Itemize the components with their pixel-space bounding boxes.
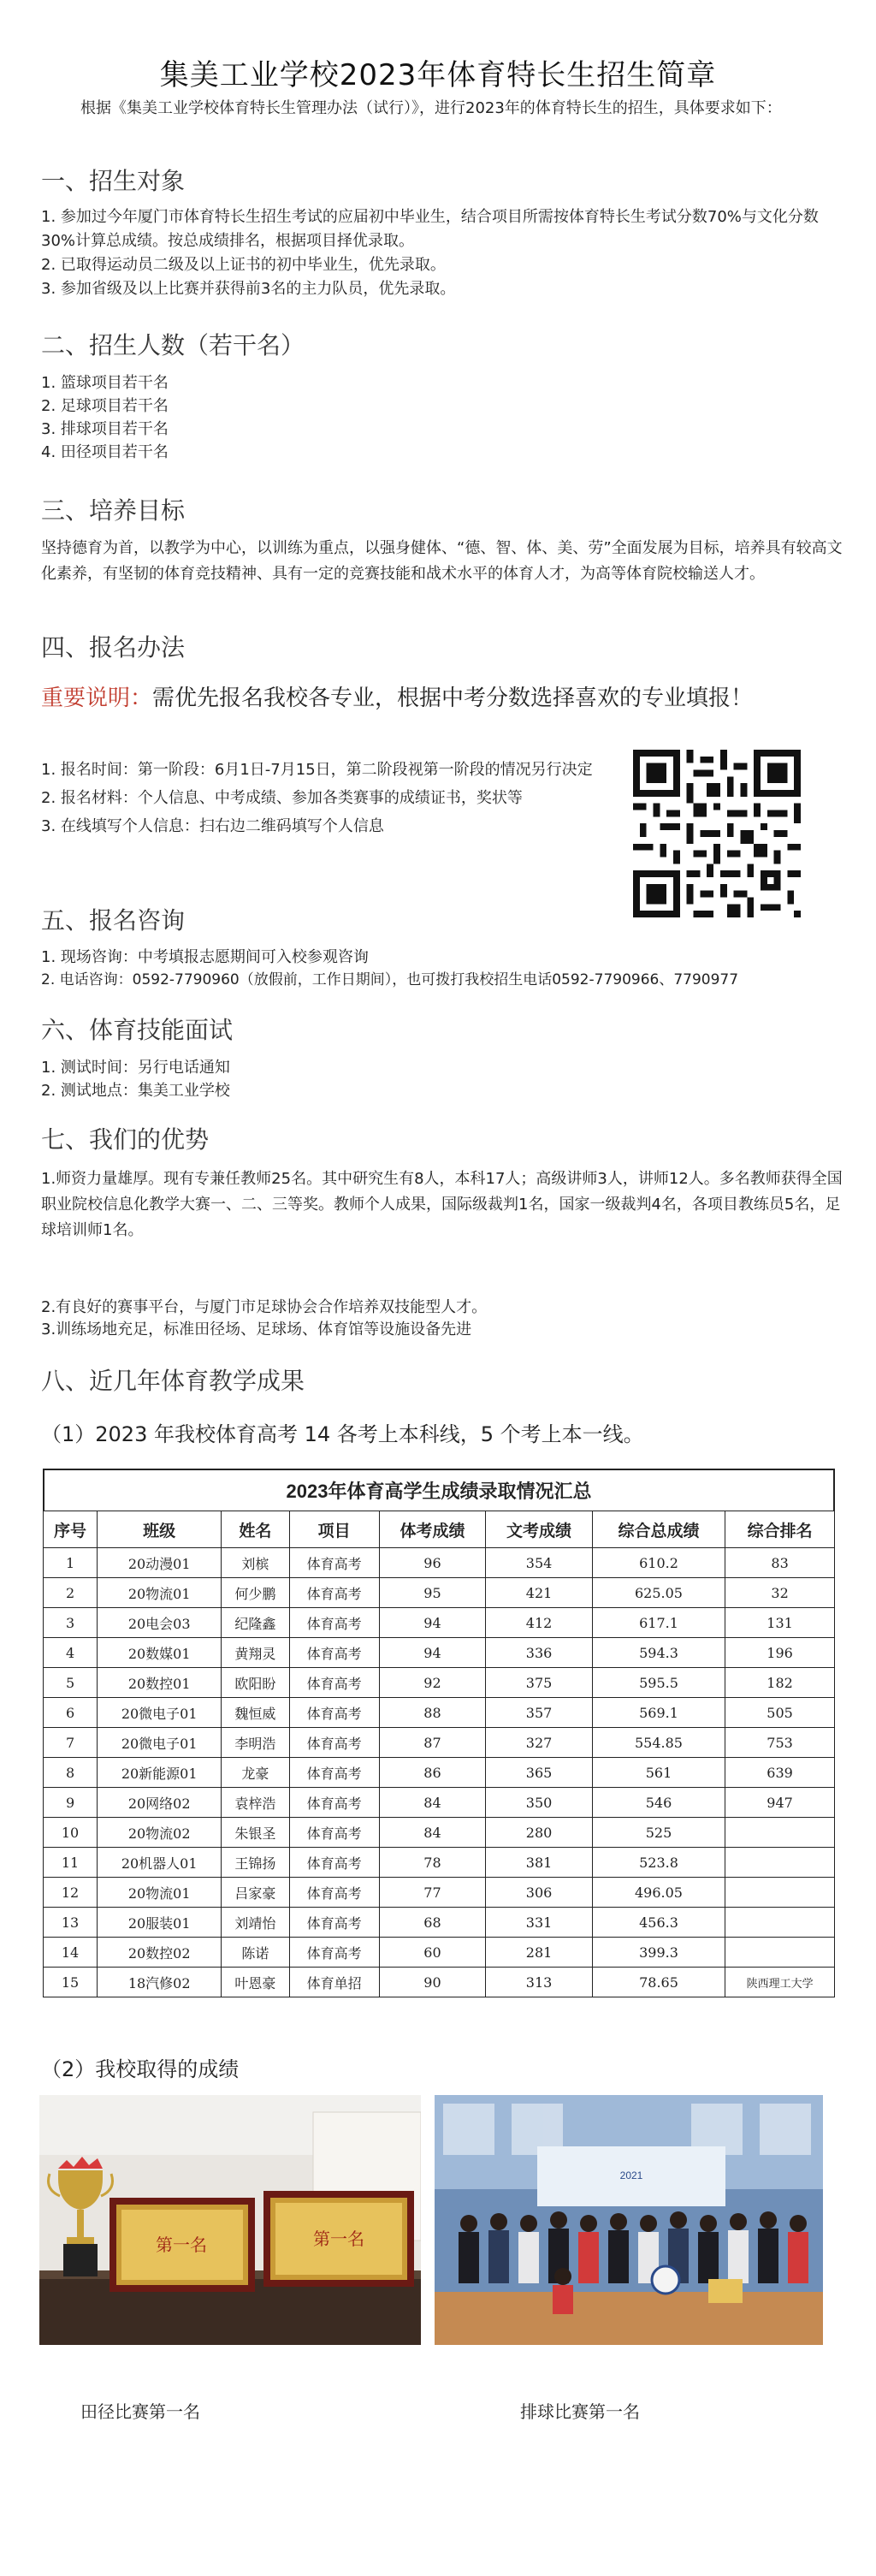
table-cell: 黄翔灵: [222, 1638, 289, 1668]
section-paragraph: 坚持德育为首，以教学为中心，以训练为重点，以强身健体、“德、智、体、美、劳”全面发展为目标，培养具有较高文化素养，有坚韧的体育竞技精神、具有一定的竞赛技能和战术水平的体育人才，为高等体育院校输送人才。: [41, 539, 843, 583]
trophy-photo: [39, 2095, 421, 2345]
team-photo: [435, 2095, 823, 2345]
table-cell: 何少鹏: [222, 1578, 289, 1608]
table-header-cell: 班级: [98, 1511, 222, 1548]
table-cell: 496.05: [592, 1878, 725, 1908]
table-cell: 610.2: [592, 1548, 725, 1578]
table-cell: 陕西理工大学: [725, 1968, 835, 1997]
table-cell: 吕家豪: [222, 1878, 289, 1908]
table-cell: 94: [379, 1608, 486, 1638]
intro-text: 根据《集美工业学校体育特长生管理办法（试行）》，进行2023年的体育特长生的招生，具体要求如下：: [80, 99, 782, 117]
table-row: [44, 1878, 835, 1908]
list-item: 1. 参加过今年厦门市体育特长生招生考试的应届初中毕业生，结合项目所需按体育特长生考试分数70%与文化分数30%计算总成绩。按总成绩排名，根据项目择优录取。: [41, 208, 819, 250]
table-cell: 体育高考: [289, 1758, 379, 1788]
table-cell: 20服装01: [98, 1908, 222, 1938]
table-cell: 2: [44, 1578, 98, 1608]
section-heading: 一、招生对象: [41, 167, 186, 195]
table-header-cell: 项目: [289, 1511, 379, 1548]
section-paragraph: 2.有良好的赛事平台，与厦门市足球协会合作培养双技能型人才。: [41, 1298, 488, 1316]
table-header-row: [44, 1511, 835, 1548]
table-cell: 88: [379, 1698, 486, 1728]
important-label: 重要说明：: [41, 686, 153, 711]
section-list: [41, 946, 845, 992]
table-row: [44, 1548, 835, 1578]
table-cell: 3: [44, 1608, 98, 1638]
table-cell: 83: [725, 1548, 835, 1578]
table-row: [44, 1578, 835, 1608]
table-cell: 20数媒01: [98, 1638, 222, 1668]
table-header-cell: 综合排名: [725, 1511, 835, 1548]
table-cell: 77: [379, 1878, 486, 1908]
table-cell: 554.85: [592, 1728, 725, 1758]
qr-code[interactable]: [633, 750, 801, 917]
table-cell: 体育高考: [289, 1668, 379, 1698]
table-cell: 595.5: [592, 1668, 725, 1698]
section-heading: 七、我们的优势: [41, 1125, 210, 1154]
list-item: 2. 测试地点：集美工业学校: [41, 1082, 230, 1100]
table-header-cell: 体考成绩: [379, 1511, 486, 1548]
table-cell: 78: [379, 1848, 486, 1878]
table-cell: 561: [592, 1758, 725, 1788]
table-cell: 20物流01: [98, 1578, 222, 1608]
table-cell: 131: [725, 1608, 835, 1638]
table-cell: [725, 1818, 835, 1848]
table-cell: 体育高考: [289, 1878, 379, 1908]
table-cell: 20电会03: [98, 1608, 222, 1638]
table-cell: 20数控01: [98, 1668, 222, 1698]
table-cell: 1: [44, 1548, 98, 1578]
table-cell: 20新能源01: [98, 1758, 222, 1788]
table-cell: 10: [44, 1818, 98, 1848]
section-paragraph: 3.训练场地充足，标准田径场、足球场、体育馆等设施设备先进: [41, 1321, 472, 1338]
section-list: [41, 758, 606, 838]
table-cell: 20机器人01: [98, 1848, 222, 1878]
table-cell: 412: [486, 1608, 593, 1638]
page-title: 集美工业学校2023年体育特长生招生简章: [159, 58, 717, 92]
banner-text: 2021: [619, 2169, 643, 2181]
table-body: [44, 1548, 835, 1997]
table-cell: 李明浩: [222, 1728, 289, 1758]
section-heading: 四、报名办法: [41, 633, 186, 662]
table-cell: 331: [486, 1908, 593, 1938]
table-cell: 体育高考: [289, 1578, 379, 1608]
list-item: 1. 报名时间：第一阶段：6月1日-7月15日，第二阶段视第一阶段的情况另行决定: [41, 761, 593, 779]
table-row: [44, 1788, 835, 1818]
table-cell: 11: [44, 1848, 98, 1878]
table-cell: 327: [486, 1728, 593, 1758]
table-cell: 体育高考: [289, 1938, 379, 1968]
table-cell: 505: [725, 1698, 835, 1728]
table-cell: [725, 1908, 835, 1938]
table-cell: 20物流02: [98, 1818, 222, 1848]
table-cell: 182: [725, 1668, 835, 1698]
table-cell: 280: [486, 1818, 593, 1848]
table-cell: 体育高考: [289, 1608, 379, 1638]
table-cell: 朱银圣: [222, 1818, 289, 1848]
table-header-cell: 综合总成绩: [592, 1511, 725, 1548]
table-cell: 625.05: [592, 1578, 725, 1608]
table-row: [44, 1968, 835, 1997]
table-cell: 375: [486, 1668, 593, 1698]
achievement-subtitle: （1）2023 年我校体育高考 14 各考上本科线，5 个考上本一线。: [41, 1422, 644, 1446]
table-row: [44, 1608, 835, 1638]
table-cell: 龙豪: [222, 1758, 289, 1788]
table-cell: 60: [379, 1938, 486, 1968]
table-cell: 78.65: [592, 1968, 725, 1997]
table-cell: 20动漫01: [98, 1548, 222, 1578]
achievement-subtitle: （2）我校取得的成绩: [41, 2057, 240, 2081]
table-cell: 13: [44, 1908, 98, 1938]
list-item: 3. 在线填写个人信息：扫右边二维码填写个人信息: [41, 817, 384, 835]
plaque-text: 第一名: [313, 2230, 364, 2249]
table-cell: 体育高考: [289, 1728, 379, 1758]
table-cell: 体育高考: [289, 1848, 379, 1878]
table-cell: 617.1: [592, 1608, 725, 1638]
table-cell: 84: [379, 1818, 486, 1848]
section-paragraph: 1.师资力量雄厚。现有专兼任教师25名。其中研究生有8人，本科17人；高级讲师3人，讲师12人。多名教师获得全国职业院校信息化教学大赛一、二、三等奖。教师个人成果，国际级裁判1名，国家一级裁判4名，各项目教练员5名，足球培训师1名。: [41, 1170, 843, 1239]
table-cell: 281: [486, 1938, 593, 1968]
table-row: [44, 1758, 835, 1788]
list-item: 2. 电话咨询：0592-7790960（放假前，工作日期间），也可拨打我校招生电话0592-7790966、7790977: [41, 971, 739, 988]
section-heading: 二、招生人数（若干名）: [41, 331, 305, 359]
table-cell: 68: [379, 1908, 486, 1938]
table-cell: 袁梓浩: [222, 1788, 289, 1818]
table-cell: 4: [44, 1638, 98, 1668]
table-cell: 20微电子01: [98, 1698, 222, 1728]
section-heading: 八、近几年体育教学成果: [41, 1367, 305, 1395]
table-row: [44, 1728, 835, 1758]
table-cell: 456.3: [592, 1908, 725, 1938]
plaque-text: 第一名: [156, 2236, 207, 2255]
table-cell: 753: [725, 1728, 835, 1758]
list-item: 2. 足球项目若干名: [41, 397, 169, 415]
table-cell: 6: [44, 1698, 98, 1728]
table-cell: 20物流01: [98, 1878, 222, 1908]
table-cell: 313: [486, 1968, 593, 1997]
table-cell: 陈诺: [222, 1938, 289, 1968]
table-cell: 体育高考: [289, 1908, 379, 1938]
table-cell: 5: [44, 1668, 98, 1698]
table-cell: 86: [379, 1758, 486, 1788]
table-cell: 20网络02: [98, 1788, 222, 1818]
table-cell: 947: [725, 1788, 835, 1818]
table-cell: 336: [486, 1638, 593, 1668]
table-cell: 96: [379, 1548, 486, 1578]
table-cell: [725, 1938, 835, 1968]
table-cell: 8: [44, 1758, 98, 1788]
table-cell: 421: [486, 1578, 593, 1608]
table-cell: 体育高考: [289, 1698, 379, 1728]
table-cell: 639: [725, 1758, 835, 1788]
table-cell: 523.8: [592, 1848, 725, 1878]
table-cell: 357: [486, 1698, 593, 1728]
table-row: [44, 1848, 835, 1878]
table-cell: 84: [379, 1788, 486, 1818]
list-item: 2. 报名材料：个人信息、中考成绩、参加各类赛事的成绩证书，奖状等: [41, 789, 523, 807]
table-cell: [725, 1878, 835, 1908]
table-cell: 525: [592, 1818, 725, 1848]
table-cell: 306: [486, 1878, 593, 1908]
table-cell: 纪隆鑫: [222, 1608, 289, 1638]
table-cell: 体育单招: [289, 1968, 379, 1997]
table-header-cell: 文考成绩: [486, 1511, 593, 1548]
photo-caption: 排球比赛第一名: [520, 2401, 640, 2422]
table-row: [44, 1908, 835, 1938]
table-cell: 王锦扬: [222, 1848, 289, 1878]
table-header-cell: 序号: [44, 1511, 98, 1548]
important-note: [41, 680, 753, 712]
table-cell: 20数控02: [98, 1938, 222, 1968]
table-cell: 92: [379, 1668, 486, 1698]
table-cell: 14: [44, 1938, 98, 1968]
table-cell: 32: [725, 1578, 835, 1608]
table-cell: 刘靖怡: [222, 1908, 289, 1938]
list-item: 1. 现场咨询：中考填报志愿期间可入校参观咨询: [41, 948, 369, 966]
table-cell: 90: [379, 1968, 486, 1997]
important-text: 需优先报名我校各专业，根据中考分数选择喜欢的专业填报！: [152, 686, 754, 711]
table-row: [44, 1938, 835, 1968]
section-heading: 三、培养目标: [41, 496, 186, 525]
table-cell: 12: [44, 1878, 98, 1908]
table-cell: [725, 1848, 835, 1878]
section-list: [41, 1056, 845, 1102]
section-list: [41, 371, 845, 464]
table-cell: 18汽修02: [98, 1968, 222, 1997]
table-row: [44, 1638, 835, 1668]
photo-caption: 田径比赛第一名: [80, 2401, 200, 2422]
section-heading: 五、报名咨询: [41, 906, 186, 935]
list-item: 1. 篮球项目若干名: [41, 374, 169, 392]
table-cell: 365: [486, 1758, 593, 1788]
list-item: 1. 测试时间：另行电话通知: [41, 1059, 230, 1077]
table-cell: 9: [44, 1788, 98, 1818]
table-cell: 体育高考: [289, 1788, 379, 1818]
table-cell: 体育高考: [289, 1818, 379, 1848]
table-cell: 7: [44, 1728, 98, 1758]
table-row: [44, 1818, 835, 1848]
section-list: [41, 205, 845, 301]
list-item: 4. 田径项目若干名: [41, 443, 169, 461]
results-table: [43, 1469, 835, 1997]
table-cell: 魏恒威: [222, 1698, 289, 1728]
table-row: [44, 1698, 835, 1728]
table-title: 2023年体育高学生成绩录取情况汇总: [43, 1469, 835, 1511]
table-cell: 87: [379, 1728, 486, 1758]
table-cell: 刘槟: [222, 1548, 289, 1578]
table-header-cell: 姓名: [222, 1511, 289, 1548]
table-cell: 196: [725, 1638, 835, 1668]
table-cell: 叶恩豪: [222, 1968, 289, 1997]
list-item: 2. 已取得运动员二级及以上证书的初中毕业生，优先录取。: [41, 256, 446, 274]
table-cell: 94: [379, 1638, 486, 1668]
section-heading: 六、体育技能面试: [41, 1016, 234, 1044]
table-cell: 20微电子01: [98, 1728, 222, 1758]
list-item: 3. 参加省级及以上比赛并获得前3名的主力队员，优先录取。: [41, 280, 456, 298]
table-cell: 95: [379, 1578, 486, 1608]
table-cell: 546: [592, 1788, 725, 1818]
table-cell: 15: [44, 1968, 98, 1997]
table-cell: 350: [486, 1788, 593, 1818]
table-cell: 354: [486, 1548, 593, 1578]
table-cell: 594.3: [592, 1638, 725, 1668]
table-cell: 体育高考: [289, 1638, 379, 1668]
table-cell: 欧阳盼: [222, 1668, 289, 1698]
table-cell: 569.1: [592, 1698, 725, 1728]
table-row: [44, 1668, 835, 1698]
table-cell: 399.3: [592, 1938, 725, 1968]
table-cell: 381: [486, 1848, 593, 1878]
table-cell: 体育高考: [289, 1548, 379, 1578]
list-item: 3. 排球项目若干名: [41, 420, 169, 438]
